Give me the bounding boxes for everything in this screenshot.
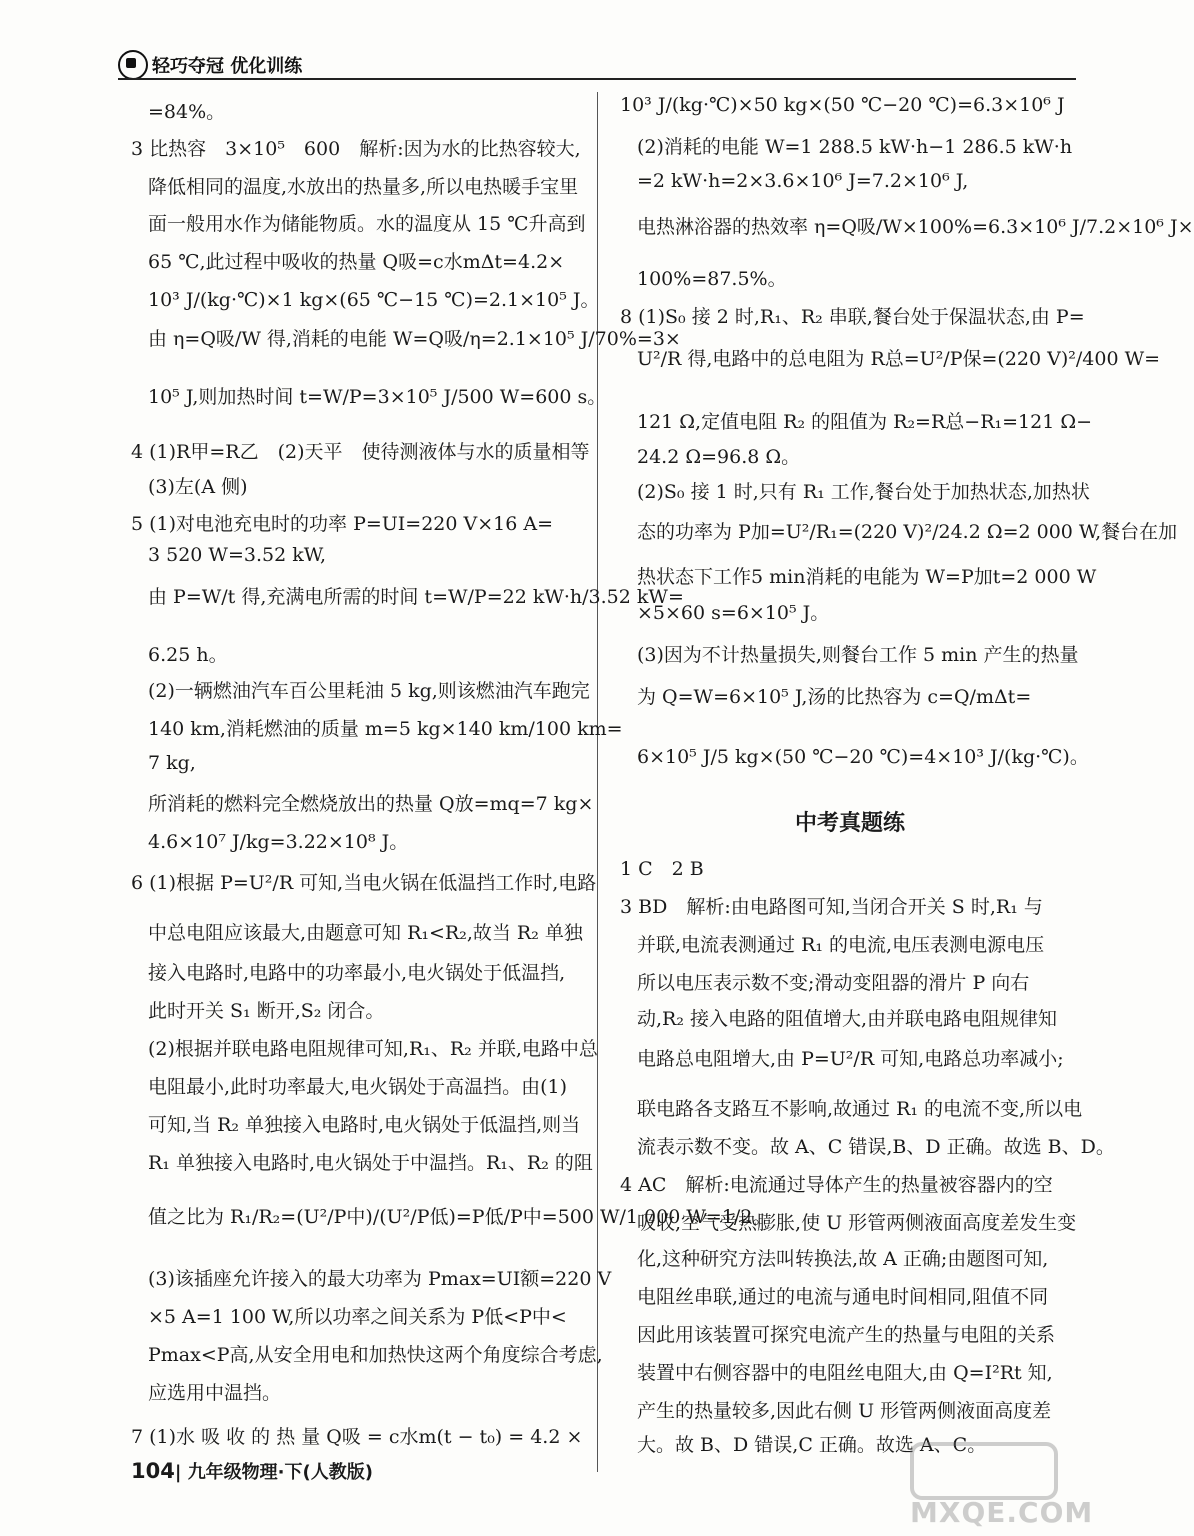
- text-line: 产生的热量较多,因此右侧 U 形管两侧液面高度差: [637, 1400, 1052, 1422]
- text-line: =2 kW·h=2×3.6×10⁶ J=7.2×10⁶ J,: [637, 170, 969, 192]
- text-line: 24.2 Ω=96.8 Ω。: [637, 446, 801, 468]
- text-line: 100%=87.5%。: [637, 268, 787, 290]
- section-title: 中考真题练: [795, 811, 906, 836]
- text-line: 140 km,消耗燃油的质量 m=5 kg×140 km/100 km=: [148, 718, 623, 740]
- text-line: 应选用中温挡。: [148, 1382, 282, 1404]
- brand-logo: [118, 50, 302, 80]
- text-line: 10⁵ J,则加热时间 t=W/P=3×10⁵ J/500 W=600 s。: [148, 386, 607, 408]
- text-line: 此时开关 S₁ 断开,S₂ 闭合。: [148, 1000, 385, 1022]
- logo-icon: [118, 50, 148, 80]
- text-line: 4.6×10⁷ J/kg=3.22×10⁸ J。: [148, 831, 409, 853]
- text-line: 并联,电流表测通过 R₁ 的电流,电压表测电源电压: [637, 934, 1045, 956]
- text-line: (2)S₀ 接 1 时,只有 R₁ 工作,餐台处于加热状态,加热状: [637, 481, 1090, 503]
- text-line: 5 (1)对电池充电时的功率 P=UI=220 V×16 A=: [131, 513, 554, 535]
- text-line: 10³ J/(kg·℃)×1 kg×(65 ℃−15 ℃)=2.1×10⁵ J。: [148, 289, 600, 311]
- text-line: ×5×60 s=6×10⁵ J。: [637, 602, 830, 624]
- watermark-text: MXQE.COM: [910, 1496, 1094, 1529]
- text-line: 65 ℃,此过程中吸收的热量 Q吸=c水mΔt=4.2×: [148, 251, 565, 273]
- text-line: 接入电路时,电路中的功率最小,电火锅处于低温挡,: [148, 962, 566, 984]
- text-line: 7 (1)水 吸 收 的 热 量 Q吸 = c水m(t − t₀) = 4.2 ×: [131, 1426, 583, 1448]
- text-line: 因此用该装置可探究电流产生的热量与电阻的关系: [637, 1324, 1056, 1346]
- text-line: 面一般用水作为储能物质。水的温度从 15 ℃升高到: [148, 213, 586, 235]
- text-line: 热状态下工作5 min消耗的电能为 W=P加t=2 000 W: [637, 566, 1097, 588]
- page-number: 104: [131, 1459, 175, 1483]
- text-line: 降低相同的温度,水放出的热量多,所以电热暖手宝里: [148, 176, 579, 198]
- text-line: (2)消耗的电能 W=1 288.5 kW·h−1 286.5 kW·h: [637, 136, 1073, 158]
- text-line: 电路总电阻增大,由 P=U²/R 可知,电路总功率减小;: [637, 1048, 1064, 1070]
- text-line: 所消耗的燃料完全燃烧放出的热量 Q放=mq=7 kg×: [148, 793, 594, 815]
- text-line: 4 AC 解析:电流通过导体产生的热量被容器内的空: [620, 1174, 1053, 1196]
- text-line: (2)一辆燃油汽车百公里耗油 5 kg,则该燃油汽车跑完: [148, 680, 590, 702]
- text-line: 1 C 2 B: [620, 858, 704, 880]
- text-line: 电热淋浴器的热效率 η=Q吸/W×100%=6.3×10⁶ J/7.2×10⁶ J×: [637, 216, 1194, 238]
- text-line: 8 (1)S₀ 接 2 时,R₁、R₂ 串联,餐台处于保温状态,由 P=: [620, 306, 1085, 328]
- text-line: 7 kg,: [148, 752, 196, 774]
- text-line: (3)左(A 侧): [148, 476, 248, 498]
- text-line: 中总电阻应该最大,由题意可知 R₁<R₂,故当 R₂ 单独: [148, 922, 583, 944]
- text-line: 3 BD 解析:由电路图可知,当闭合开关 S 时,R₁ 与: [620, 896, 1043, 918]
- text-line: 动,R₂ 接入电路的阻值增大,由并联电路电阻规律知: [637, 1008, 1058, 1030]
- text-line: 121 Ω,定值电阻 R₂ 的阻值为 R₂=R总−R₁=121 Ω−: [637, 411, 1093, 433]
- text-line: R₁ 单独接入电路时,电火锅处于中温挡。R₁、R₂ 的阻: [148, 1152, 593, 1174]
- watermark-logo-icon: [910, 1442, 1058, 1500]
- text-line: 联电路各支路互不影响,故通过 R₁ 的电流不变,所以电: [637, 1098, 1083, 1120]
- text-line: (3)因为不计热量损失,则餐台工作 5 min 产生的热量: [637, 644, 1079, 666]
- text-line: 为 Q=W=6×10⁵ J,汤的比热容为 c=Q/mΔt=: [637, 686, 1032, 708]
- text-line: (3)该插座允许接入的最大功率为 Pmax=UI额=220 V: [148, 1268, 612, 1290]
- text-line: 3 比热容 3×10⁵ 600 解析:因为水的比热容较大,: [131, 138, 581, 160]
- text-line: 电阻最小,此时功率最大,电火锅处于高温挡。由(1): [148, 1076, 567, 1098]
- watermark: [900, 1440, 1094, 1530]
- text-line: 10³ J/(kg·℃)×50 kg×(50 ℃−20 ℃)=6.3×10⁶ J: [620, 94, 1065, 116]
- text-line: 值之比为 R₁/R₂=(U²/P中)/(U²/P低)=P低/P中=500 W/1 000 W=1/2。: [148, 1206, 772, 1228]
- header-rule: [118, 78, 1076, 80]
- page-footer: 104| 九年级物理·下(人教版): [131, 1459, 373, 1483]
- logo-text: 轻巧夺冠 优化训练: [152, 56, 303, 77]
- text-line: 4 (1)R甲=R乙 (2)天平 使待测液体与水的质量相等: [131, 441, 590, 463]
- footer-text: 九年级物理·下(人教版): [187, 1462, 373, 1483]
- text-line: 由 η=Q吸/W 得,消耗的电能 W=Q吸/η=2.1×10⁵ J/70%=3×: [148, 328, 681, 350]
- text-line: Pmax<P高,从安全用电和加热快这两个角度综合考虑,: [148, 1344, 603, 1366]
- text-line: 装置中右侧容器中的电阻丝电阻大,由 Q=I²Rt 知,: [637, 1362, 1053, 1384]
- text-line: 大。故 B、D 错误,C 正确。故选 A、C。: [637, 1434, 987, 1456]
- text-line: 态的功率为 P加=U²/R₁=(220 V)²/24.2 Ω=2 000 W,餐台在加: [637, 521, 1178, 543]
- text-line: 化,这种研究方法叫转换法,故 A 正确;由题图可知,: [637, 1248, 1049, 1270]
- text-line: 3 520 W=3.52 kW,: [148, 544, 326, 566]
- text-line: 由 P=W/t 得,充满电所需的时间 t=W/P=22 kW·h/3.52 kW=: [148, 586, 684, 608]
- text-line: 6.25 h。: [148, 644, 228, 666]
- text-line: 6 (1)根据 P=U²/R 可知,当电火锅在低温挡工作时,电路: [131, 872, 597, 894]
- text-line: U²/R 得,电路中的总电阻为 R总=U²/P保=(220 V)²/400 W=: [637, 348, 1161, 370]
- text-line: ×5 A=1 100 W,所以功率之间关系为 P低<P中<: [148, 1306, 567, 1328]
- text-line: 所以电压表示数不变;滑动变阻器的滑片 P 向右: [637, 972, 1030, 994]
- text-line: =84%。: [148, 101, 226, 123]
- text-line: 可知,当 R₂ 单独接入电路时,电火锅处于低温挡,则当: [148, 1114, 581, 1136]
- text-line: 6×10⁵ J/5 kg×(50 ℃−20 ℃)=4×10³ J/(kg·℃)。: [637, 746, 1089, 768]
- text-line: 流表示数不变。故 A、C 错误,B、D 正确。故选 B、D。: [637, 1136, 1115, 1158]
- text-line: 电阻丝串联,通过的电流与通电时间相同,阻值不同: [637, 1286, 1049, 1308]
- text-line: 吸收,空气受热膨胀,使 U 形管两侧液面高度差发生变: [637, 1212, 1077, 1234]
- text-line: (2)根据并联电路电阻规律可知,R₁、R₂ 并联,电路中总: [148, 1038, 598, 1060]
